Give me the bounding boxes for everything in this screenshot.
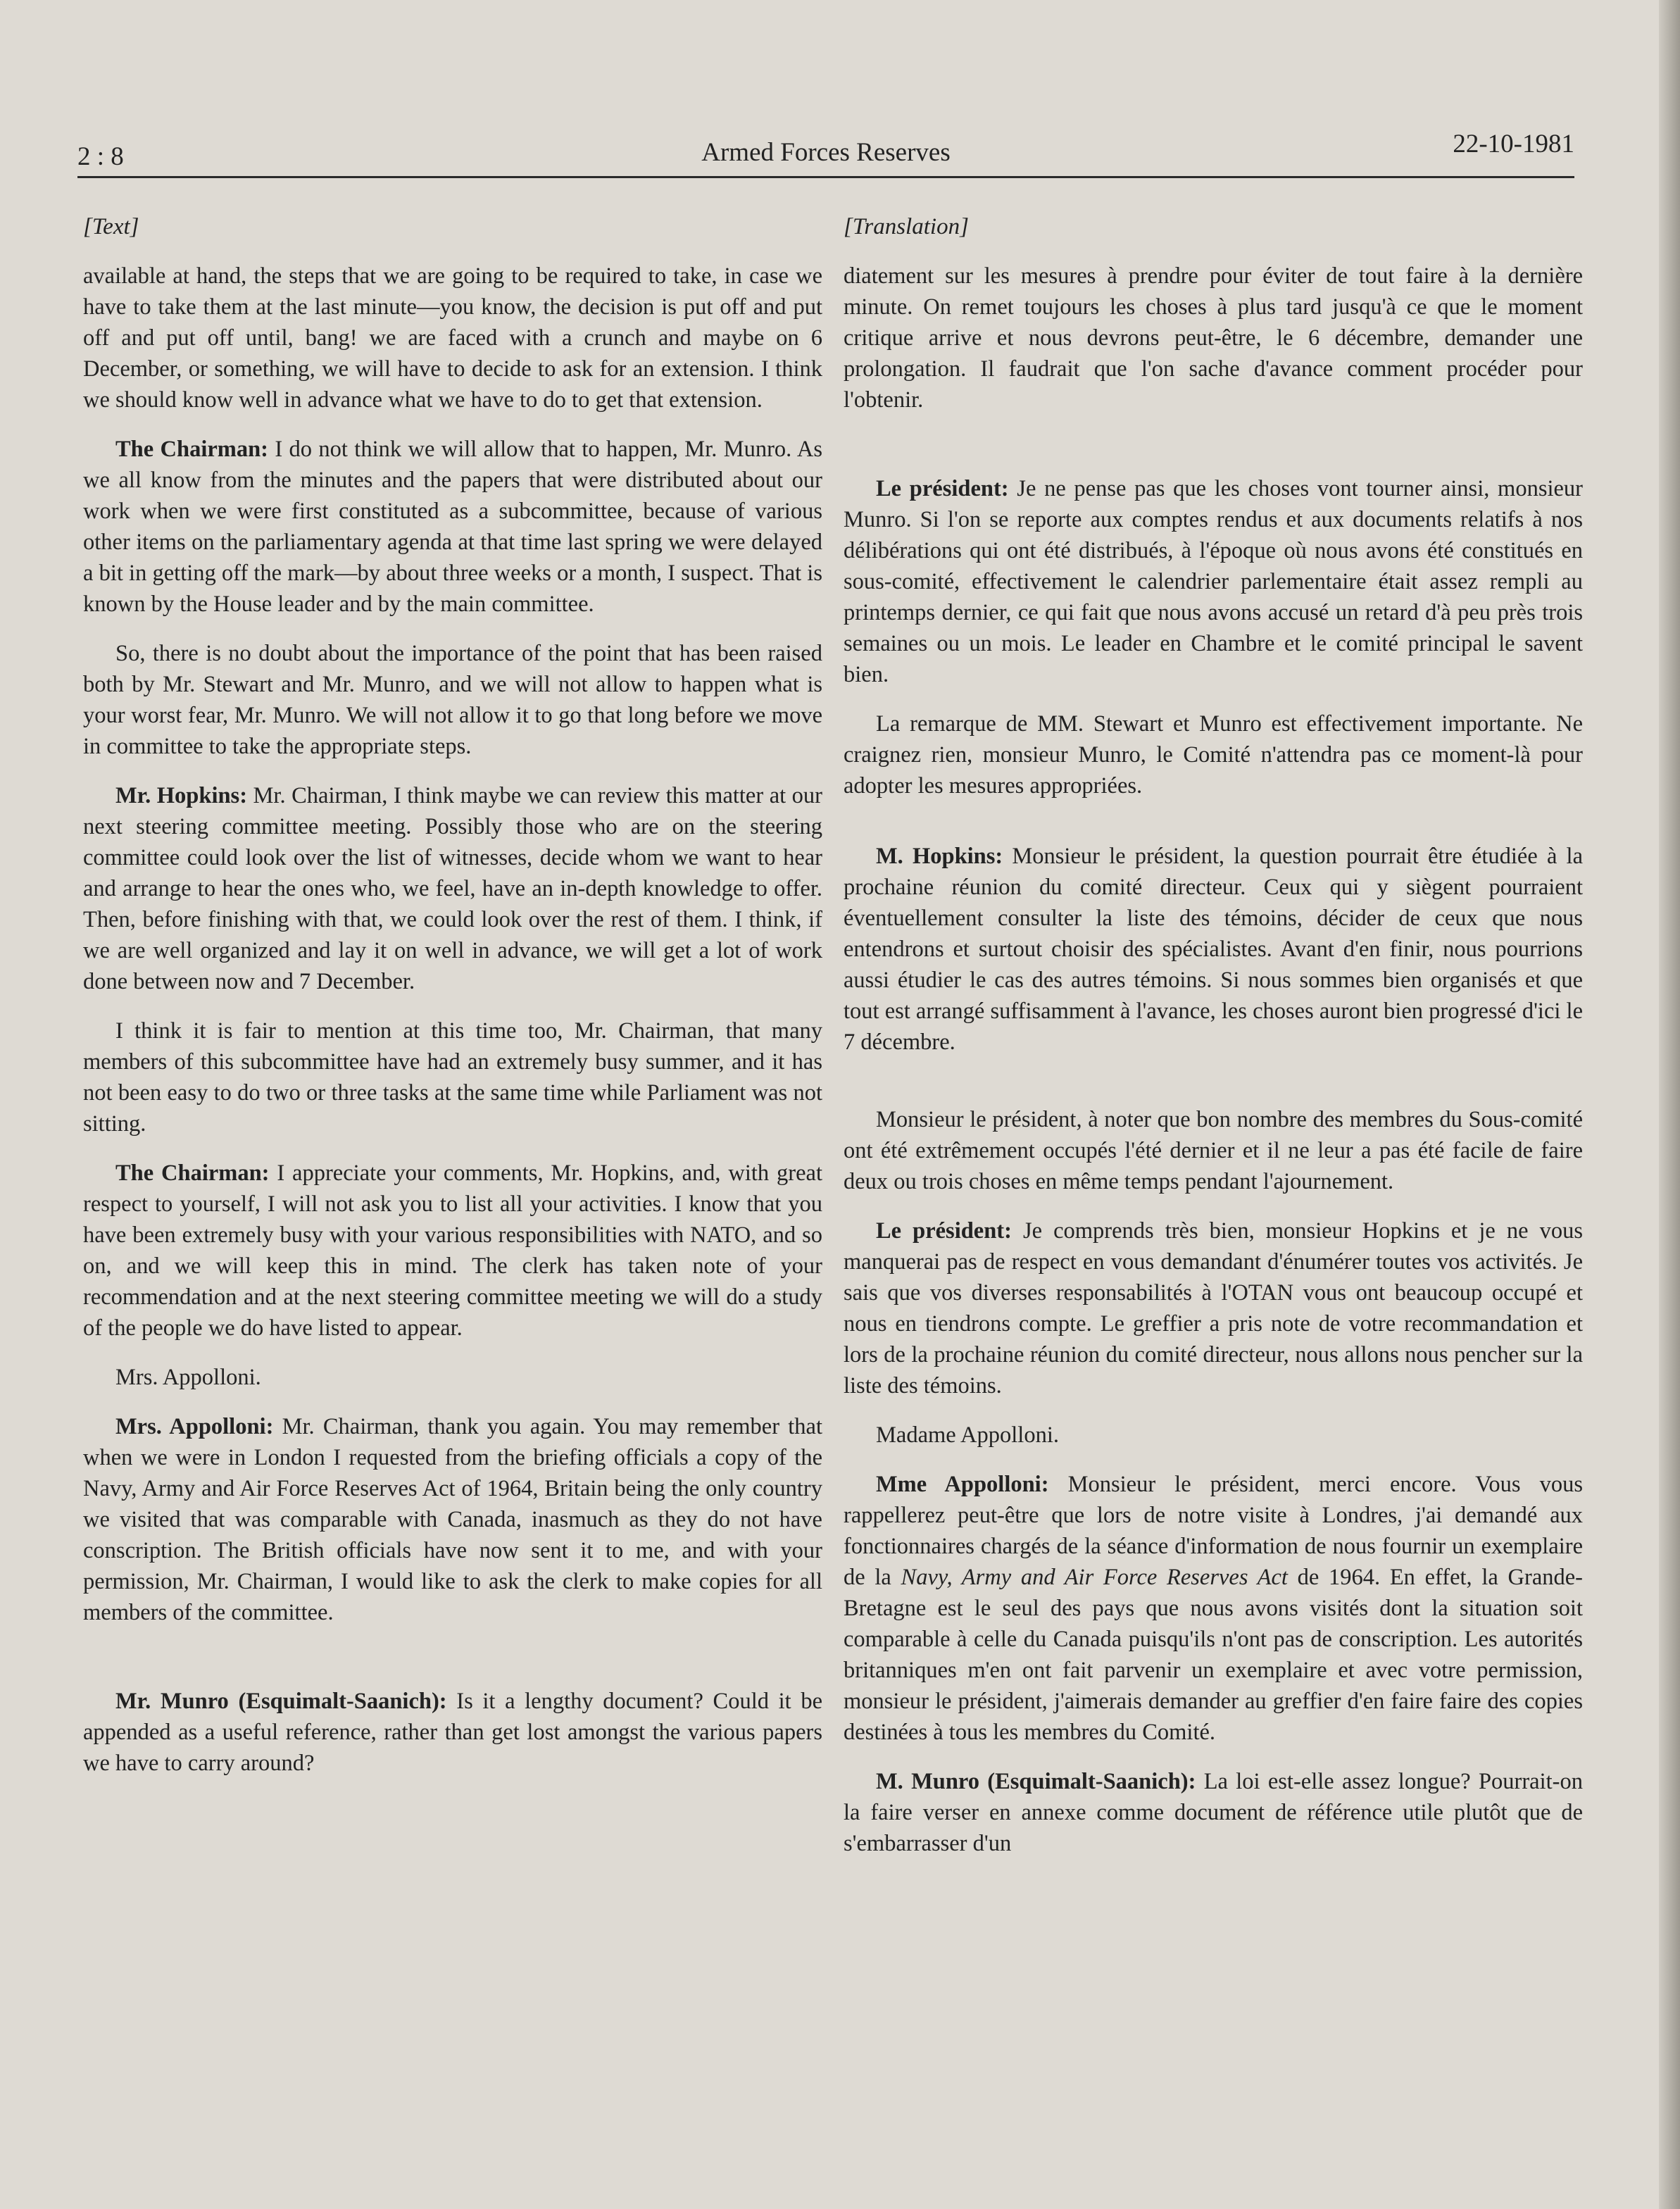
speech-text: Mr. Chairman, thank you again. You may remember that when we were in London I requested from the briefing officials a copy of the Navy, Army and Air Force Reserves Act of 1964, Britain being the only country we visited that was comparable with Canada, inasmuch as they do not have conscription. The British officials have now sent it to me, and with your permission, Mr. Chairman, I would like to ask the clerk to make copies for all members of the committee. [83, 1414, 823, 1625]
speech-text: Monsieur le président, merci encore. Vous vous rappellerez peut-être que lors de notre visite à Londres, j'ai demandé aux fonctionnaires chargés de la séance d'information de nous fournir un exemplaire de la [844, 1472, 1583, 1590]
spacer [844, 434, 1583, 473]
paragraph: La remarque de MM. Stewart et Munro est effectivement importante. Ne craignez rien, monsieur Munro, le Comité n'attendra pas ce moment-là pour adopter les mesures appropriées. [844, 711, 1583, 799]
paragraph: Madame Appolloni. [876, 1422, 1059, 1448]
speaker-name: Mme Appolloni: [876, 1472, 1049, 1497]
speaker-name: Mr. Munro (Esquimalt-Saanich): [115, 1689, 447, 1714]
speaker-name: Le président: [876, 1218, 1012, 1244]
speech-text: Mr. Chairman, I think maybe we can review this matter at our next steering committee meeting. Possibly those who are on the steering committee could look over the list of witnesses, decide whom we want to hear and arrange to hear the ones who, we feel, have an in-depth knowledge to offer. Then, before finishing with that, we could look over the rest of them. I think, if we are well organized and lay it on well in advance, we will get a lot of work done between now and 7 December. [83, 783, 822, 994]
speaker-name: Le président: [876, 476, 1009, 501]
speech-text: de 1964. En effet, la Grande-Bretagne est le seul des pays que nous avons visités dont la situation soit comparable à celle du Canada puisqu'ils n'ont pas de conscription. Les autorités britanniques m'en ont fait parvenir un exemplaire et avec votre permission, monsieur le président, j'aimerais demander au greffier d'en faire faire des copies destinées à tous les membres du Comité. [844, 1565, 1583, 1745]
paragraph: I think it is fair to mention at this time too, Mr. Chairman, that many members of this subcommittee have had an extremely busy summer, and it has not been easy to do two or three tasks at the same time while Parliament was not sitting. [83, 1018, 822, 1137]
act-title: Navy, Army and Air Force Reserves Act [901, 1565, 1288, 1590]
paragraph [83, 1686, 822, 1779]
document-title: Armed Forces Reserves [701, 138, 951, 167]
speech-text: Is it a lengthy document? Could it be appended as a useful reference, rather than get lost amongst the various papers we have to carry around? [83, 1689, 822, 1776]
speaker-name: M. Munro (Esquimalt-Saanich): [876, 1769, 1196, 1794]
speech-text: I do not think we will allow that to happen, Mr. Munro. As we all know from the minutes and the papers that were distributed about our work when we were first constituted as a subcommittee, because of various other items on the parliamentary agenda at that time last spring we were delayed a bit in getting off the mark—by about three weeks or a month, I suspect. That is known by the House leader and by the main committee. [83, 437, 822, 617]
paragraph [83, 1411, 822, 1628]
spacer [844, 820, 1583, 841]
document-date: 22-10-1981 [1453, 130, 1574, 158]
speaker-name: M. Hopkins: [876, 844, 1003, 869]
speech-text: I appreciate your comments, Mr. Hopkins, and, with great respect to yourself, I will not ask you to list all your activities. I know that you have been extremely busy with your various responsibilities with NATO, and so on, and we will keep this in mind. The clerk has taken note of your recommendation and at the next steering committee meeting we will do a study of the people we do have listed to appear. [83, 1160, 822, 1341]
english-column [83, 211, 822, 1797]
paragraph: diatement sur les mesures à prendre pour éviter de tout faire à la dernière minute. On remet toujours les choses à plus tard jusqu'à ce que le moment critique arrive et nous devrons peut-être, le 6 décembre, demander une prolongation. Il faudrait que l'on sache d'avance comment procéder pour l'obtenir. [844, 263, 1583, 413]
paragraph: So, there is no doubt about the importance of the point that has been raised both by Mr. Stewart and Mr. Munro, and we will not allow to happen what is your worst fear, Mr. Munro. We will not allow it to go that long before we move in committee to take the appropriate steps. [83, 641, 822, 759]
paragraph [844, 841, 1583, 1058]
speaker-name: The Chairman: [115, 1160, 270, 1186]
paragraph [83, 434, 822, 620]
page-number: 2 : 8 [77, 142, 124, 171]
paragraph [844, 1215, 1583, 1401]
speech-text: Je comprends très bien, monsieur Hopkins et je ne vous manquerai pas de respect en vous demandant d'énumérer toutes vos activités. Je sais que vos diverses responsabilités à l'OTAN vous ont beaucoup occupé et nous en tiendrons compte. Le greffier a pris note de votre recommandation et lors de la prochaine réunion du comité directeur, nous allons nous pencher sur la liste des témoins. [844, 1218, 1583, 1398]
french-column [844, 211, 1583, 1877]
paragraph: Monsieur le président, à noter que bon nombre des membres du Sous-comité ont été extrêmement occupés l'été dernier et il ne leur a pas été facile de faire deux ou trois choses en même temps pendant l'ajournement. [844, 1107, 1583, 1194]
speaker-name: Mrs. Appolloni: [115, 1414, 274, 1439]
speaker-name: The Chairman: [115, 437, 269, 462]
section-tag-text: [Text] [83, 214, 139, 239]
paragraph: available at hand, the steps that we are going to be required to take, in case we have to take them at the last minute—you know, the decision is put off and put off and put off until, bang! we are faced with a crunch and maybe on 6 December, or something, we will have to decide to ask for an extension. I think we should know well in advance what we have to do to get that extension. [83, 263, 822, 413]
spacer [83, 1646, 822, 1686]
book-spine-shadow [1659, 0, 1680, 2209]
paragraph [844, 1469, 1583, 1748]
paragraph: Mrs. Appolloni. [115, 1365, 261, 1390]
speech-text: Monsieur le président, la question pourrait être étudiée à la prochaine réunion du comité directeur. Ceux qui y siègent pourraient éventuellement consulter la liste des témoins, décider de ceux que nous entendrons et surtout choisir des spécialistes. Avant d'en finir, nous pourrions aussi étudier le cas des autres témoins. Si nous sommes bien organisés et que tout est arrangé suffisamment à l'avance, les choses auront bien progressé d'ici le 7 décembre. [844, 844, 1583, 1055]
speaker-name: Mr. Hopkins: [115, 783, 248, 808]
spacer [844, 1076, 1583, 1104]
paragraph [844, 473, 1583, 690]
speech-text: Je ne pense pas que les choses vont tourner ainsi, monsieur Munro. Si l'on se reporte aux comptes rendus et aux documents relatifs à nos délibérations qui ont été distribués, à l'époque où nous avons été constitués en sous-comité, effectivement le calendrier parlementaire était assez rempli au printemps dernier, ce qui fait que nous avons accusé un retard d'à peu près trois semaines ou un mois. Le leader en Chambre et le comité principal le savent bien. [844, 476, 1583, 687]
paragraph [83, 780, 822, 997]
paragraph [844, 1766, 1583, 1859]
paragraph [83, 1158, 822, 1344]
page-header [77, 120, 1574, 178]
section-tag-translation: [Translation] [844, 214, 969, 239]
speech-text: La loi est-elle assez longue? Pourrait-on la faire verser en annexe comme document de référence utile plutôt que de s'embarrasser d'un [844, 1769, 1583, 1856]
